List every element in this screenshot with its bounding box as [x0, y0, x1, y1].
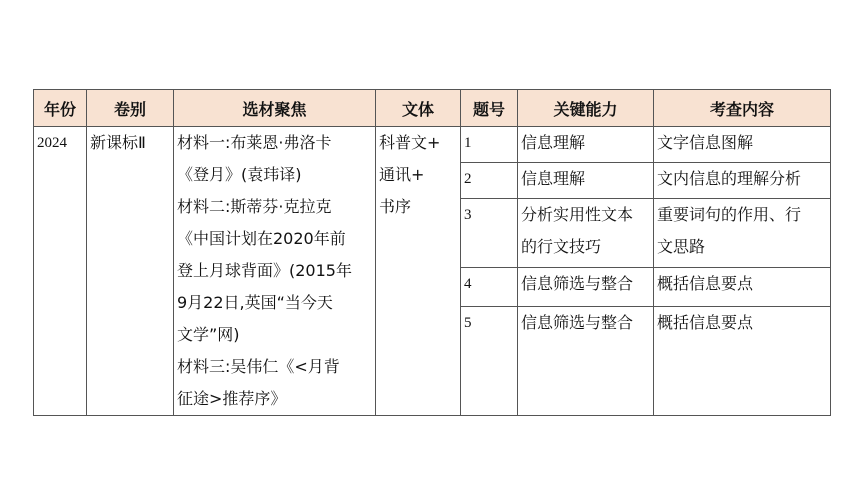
header-key-ability: 关键能力 — [518, 90, 654, 127]
header-year: 年份 — [34, 90, 87, 127]
material-line: 登上月球背面》(2015年 — [177, 261, 352, 280]
materials-cell — [174, 127, 376, 416]
header-material-focus: 选材聚焦 — [174, 90, 376, 127]
question-no: 1 — [461, 127, 518, 163]
genre-line: 科普文+ — [379, 133, 441, 152]
material-line: 材料三:吴伟仁《<月背 — [177, 357, 340, 376]
question-no: 3 — [461, 199, 518, 268]
content-cell: 概括信息要点 — [654, 306, 831, 415]
header-content: 考查内容 — [654, 90, 831, 127]
header-paper: 卷别 — [87, 90, 174, 127]
material-line: 材料一:布莱恩·弗洛卡 — [177, 133, 332, 152]
material-line: 征途>推荐序》 — [177, 389, 287, 408]
ability-cell: 信息筛选与整合 — [518, 268, 654, 306]
content-cell — [654, 199, 831, 268]
genre-line: 通讯+ — [379, 165, 425, 184]
material-line: 文学”网) — [177, 325, 240, 344]
genre-cell — [376, 127, 461, 416]
material-line: 《登月》(袁玮译) — [177, 165, 302, 184]
question-no: 5 — [461, 306, 518, 415]
material-line: 9月22日,英国“当今天 — [177, 293, 333, 312]
ability-cell: 信息理解 — [518, 163, 654, 199]
ability-line: 分析实用性文本 — [521, 205, 634, 225]
content-line: 重要词句的作用、行 — [657, 205, 802, 225]
content-cell: 概括信息要点 — [654, 268, 831, 306]
paper-cell: 新课标Ⅱ — [87, 127, 174, 416]
ability-cell — [518, 199, 654, 268]
header-question-no: 题号 — [461, 90, 518, 127]
material-line: 材料二:斯蒂芬·克拉克 — [177, 197, 332, 216]
table-row — [34, 127, 831, 163]
genre-line: 书序 — [379, 197, 412, 216]
question-no: 2 — [461, 163, 518, 199]
exam-analysis-table — [33, 89, 831, 416]
content-cell: 文字信息图解 — [654, 127, 831, 163]
content-cell: 文内信息的理解分析 — [654, 163, 831, 199]
header-row — [34, 90, 831, 127]
header-genre: 文体 — [376, 90, 461, 127]
ability-cell: 信息筛选与整合 — [518, 306, 654, 415]
ability-line: 的行文技巧 — [521, 237, 602, 257]
question-no: 4 — [461, 268, 518, 306]
content-line: 文思路 — [657, 237, 706, 257]
year-cell: 2024 — [34, 127, 87, 416]
ability-cell: 信息理解 — [518, 127, 654, 163]
material-line: 《中国计划在2020年前 — [177, 229, 346, 248]
